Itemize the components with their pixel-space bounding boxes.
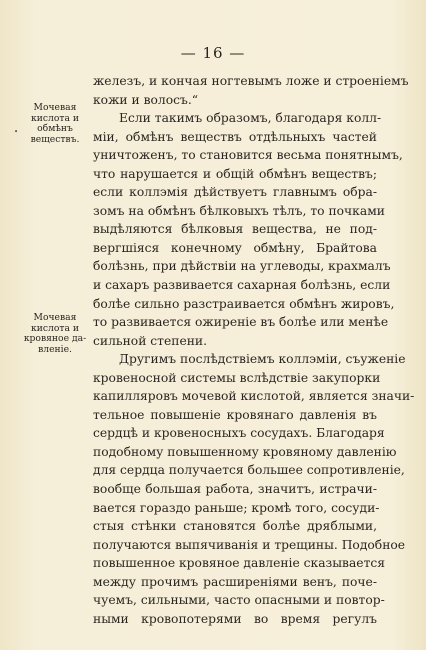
text-line: зомъ на обмѣнъ бѣлковыхъ тѣлъ, то почками	[93, 203, 385, 218]
text-line: болѣе сильно разстраивается обмѣнъ жировъ,	[93, 296, 395, 311]
margin-note-line: кислота и	[31, 322, 79, 334]
text-line: вергшіяся конечному обмѣну, Брайтова	[93, 240, 377, 255]
text-line: выдѣляются бѣлковыя вещества, не под-	[93, 222, 377, 237]
text-line: ными кровопотерями во время регулъ	[93, 611, 377, 626]
text-line: кровеносной системы вслѣдствіе закупорки	[93, 370, 381, 385]
margin-note-line: Мочевая	[33, 102, 77, 113]
body-text	[93, 72, 415, 628]
text-line: чуемъ, сильными, часто опасными и повтор-	[93, 593, 385, 608]
text-line: для сердца получается большее сопротивленіе,	[93, 463, 405, 478]
text-line: уничтоженъ, то становится весьма понятнымъ,	[93, 148, 403, 163]
text-line: вается гораздо раньше; кромѣ того, сосуди-	[93, 500, 380, 515]
text-line: что нарушается и общій обмѣнъ веществъ;	[93, 166, 377, 181]
text-line: вообще большая работа, значитъ, истрачи-	[93, 482, 377, 497]
text-line: подобному повышенному кровяному давленію	[93, 444, 397, 459]
margin-bullet-mark: •	[14, 128, 19, 136]
margin-note-line: веществъ.	[30, 133, 80, 145]
text-line: то развивается ожиреніе въ болѣе или менѣе	[93, 315, 389, 330]
margin-note-line: Мочевая	[33, 312, 77, 323]
text-line: получаются выпячиванія и трещины. Подобное	[93, 537, 406, 552]
page-number: — 16 —	[180, 44, 246, 62]
text-line: если коллэмія дѣйствуетъ главнымъ обра-	[93, 185, 377, 200]
text-line: кожи и волосъ.“	[93, 92, 199, 107]
text-line: капилляровъ мочевой кислотой, является значи-	[93, 389, 415, 404]
margin-note-line: обмѣнъ	[37, 123, 73, 134]
text-line: повышенное кровяное давленіе сказывается	[93, 556, 386, 571]
margin-note-line: вленіе.	[38, 343, 72, 355]
margin-note-line: кровяное да-	[23, 333, 87, 344]
margin-note-uric-acid-blood-pressure	[22, 313, 88, 355]
text-line: сильной степени.	[93, 333, 208, 348]
text-line: сердцѣ и кровеносныхъ сосудахъ. Благодаря	[93, 426, 385, 441]
margin-note-line: кислота и	[31, 112, 79, 124]
text-line: и сахаръ развивается сахарная болѣзнь, если	[93, 278, 391, 293]
text-line: Другимъ послѣдствіемъ коллэміи, съуженіе	[119, 352, 406, 367]
text-line: Если такимъ образомъ, благодаря колл-	[119, 111, 382, 126]
text-line: железъ, и кончая ногтевымъ ложе и строеніемъ	[93, 74, 409, 88]
text-line: болѣзнь, при дѣйствіи на углеводы, крахмалъ	[93, 259, 391, 274]
text-line: стыя стѣнки становятся болѣе дряблыми,	[93, 519, 377, 534]
text-line: тельное повышеніе кровянаго давленія въ	[93, 407, 377, 422]
margin-note-uric-acid-metabolism	[22, 103, 88, 145]
text-line: между прочимъ расширеніями венъ, поче-	[93, 574, 377, 589]
text-line: міи, обмѣнъ веществъ отдѣльныхъ частей	[93, 129, 377, 144]
